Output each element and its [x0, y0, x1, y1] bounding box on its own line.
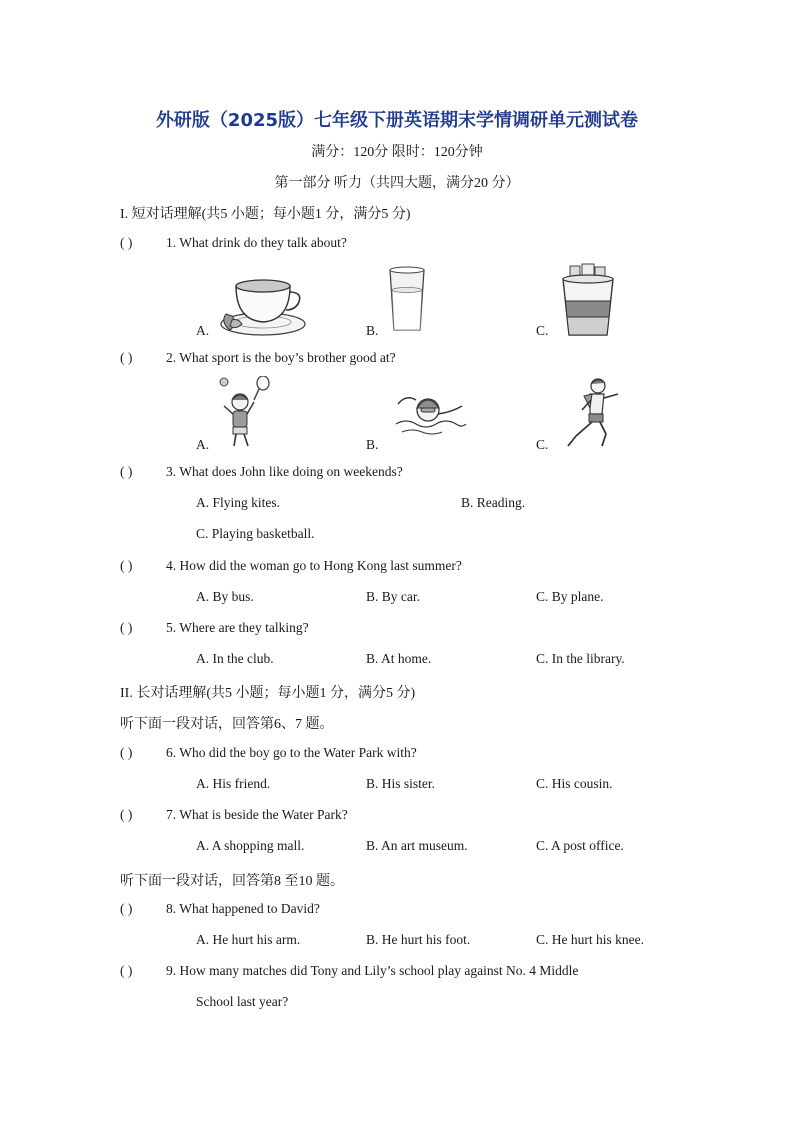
- page-title: 外研版（2025版）七年级下册英语期末学情调研单元测试卷: [155, 110, 639, 131]
- q3-option-b: B. Reading.: [461, 495, 526, 510]
- q1-option-c-label: C.: [536, 323, 549, 338]
- answer-blank-q9[interactable]: ( ): [120, 963, 133, 978]
- dialogue-2-instruction: 听下面一段对话，回答第8 至10 题。: [120, 874, 344, 889]
- section-2-heading: II. 长对话理解(共5 小题；每小题1 分，满分5 分): [120, 686, 416, 701]
- q2-option-a-label: A.: [196, 437, 210, 452]
- q1-option-b-label: B.: [366, 323, 379, 338]
- answer-blank-q3[interactable]: ( ): [120, 464, 133, 479]
- section-1-heading: I. 短对话理解(共5 小题；每小题1 分，满分5 分): [120, 207, 411, 222]
- tennis-player-icon: [214, 376, 274, 450]
- q4-option-c: C. By plane.: [536, 589, 604, 604]
- question-6: 6. Who did the boy go to the Water Park with?: [166, 745, 417, 760]
- question-5: 5. Where are they talking?: [166, 620, 309, 635]
- q5-option-c: C. In the library.: [536, 651, 625, 666]
- question-8: 8. What happened to David?: [166, 901, 320, 916]
- answer-blank-q4[interactable]: ( ): [120, 558, 133, 573]
- runner-icon: [562, 376, 628, 450]
- question-3: 3. What does John like doing on weekends?: [166, 464, 403, 479]
- q3-option-a: A. Flying kites.: [196, 495, 281, 510]
- iced-drink-cup-icon: [560, 263, 616, 337]
- q6-option-b: B. His sister.: [366, 776, 436, 791]
- q7-option-c: C. A post office.: [536, 838, 624, 853]
- teacup-icon: [218, 272, 308, 338]
- answer-blank-q5[interactable]: ( ): [120, 620, 133, 635]
- answer-blank-q6[interactable]: ( ): [120, 745, 133, 760]
- question-2: 2. What sport is the boy’s brother good at?: [166, 350, 396, 365]
- q1-option-a-label: A.: [196, 323, 210, 338]
- q7-option-a: A. A shopping mall.: [196, 838, 305, 853]
- q4-option-b: B. By car.: [366, 589, 420, 604]
- q7-option-b: B. An art museum.: [366, 838, 468, 853]
- q5-option-b: B. At home.: [366, 651, 432, 666]
- answer-blank-q1[interactable]: ( ): [120, 235, 133, 250]
- q6-option-a: A. His friend.: [196, 776, 271, 791]
- question-9: 9. How many matches did Tony and Lily’s school play against No. 4 Middle: [166, 963, 579, 978]
- question-7: 7. What is beside the Water Park?: [166, 807, 348, 822]
- answer-blank-q2[interactable]: ( ): [120, 350, 133, 365]
- glass-of-milk-icon: [387, 266, 427, 334]
- q8-option-a: A. He hurt his arm.: [196, 932, 301, 947]
- answer-blank-q8[interactable]: ( ): [120, 901, 133, 916]
- dialogue-1-instruction: 听下面一段对话，回答第6、7 题。: [120, 717, 334, 732]
- q2-option-b-label: B.: [366, 437, 379, 452]
- part-title: 第一部分 听力（共四大题，满分20 分）: [274, 176, 520, 191]
- q6-option-c: C. His cousin.: [536, 776, 613, 791]
- question-4: 4. How did the woman go to Hong Kong last summer?: [166, 558, 462, 573]
- q3-option-c: C. Playing basketball.: [196, 526, 315, 541]
- q2-option-c-label: C.: [536, 437, 549, 452]
- q8-option-b: B. He hurt his foot.: [366, 932, 471, 947]
- question-9-continuation: School last year?: [196, 994, 289, 1009]
- score-info: 满分：120分 限时：120分钟: [311, 145, 483, 160]
- swimmer-icon: [392, 384, 468, 442]
- answer-blank-q7[interactable]: ( ): [120, 807, 133, 822]
- q5-option-a: A. In the club.: [196, 651, 274, 666]
- q4-option-a: A. By bus.: [196, 589, 254, 604]
- q8-option-c: C. He hurt his knee.: [536, 932, 644, 947]
- question-1: 1. What drink do they talk about?: [166, 235, 347, 250]
